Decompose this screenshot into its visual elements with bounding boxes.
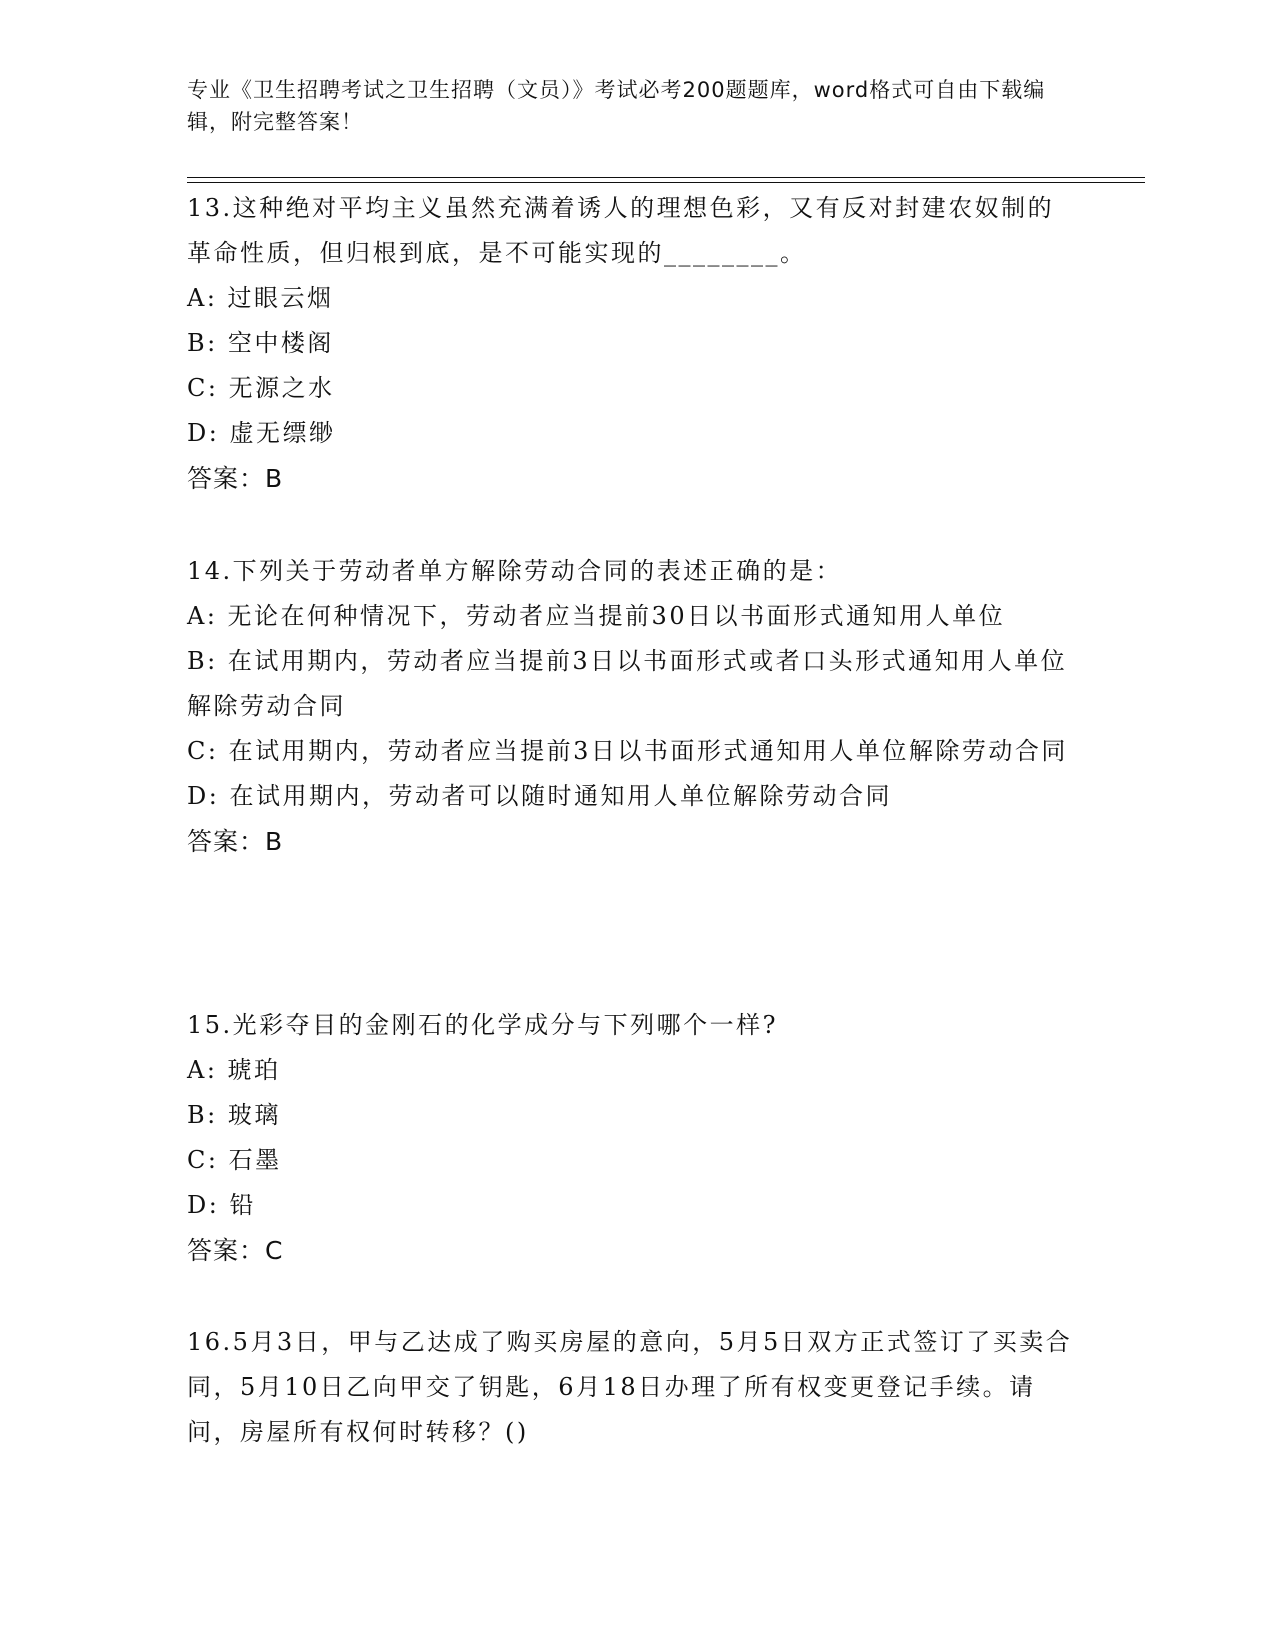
option-b: B: 空中楼阁	[187, 329, 334, 357]
answer: 答案：B	[187, 827, 284, 856]
header-divider-second	[187, 182, 1145, 183]
document-header: 专业《卫生招聘考试之卫生招聘（文员）》考试必考200题题库，word格式可自由下载编辑，附完整答案！	[187, 78, 1046, 134]
question-stem: 13.这种绝对平均主义虽然充满着诱人的理想色彩，又有反对封建农奴制的革命性质，但归根到底，是不可能实现的________。	[187, 194, 1055, 267]
option-b: B: 玻璃	[187, 1101, 281, 1129]
option-c: C: 无源之水	[187, 374, 335, 402]
option-b: B: 在试用期内，劳动者应当提前3日以书面形式或者口头形式通知用人单位解除劳动合同	[187, 647, 1068, 720]
option-d: D: 在试用期内，劳动者可以随时通知用人单位解除劳动合同	[187, 782, 892, 810]
question-14	[187, 549, 1077, 864]
question-16	[187, 1320, 1077, 1455]
option-c: C: 石墨	[187, 1146, 282, 1174]
option-a: A: 过眼云烟	[187, 284, 334, 312]
question-15	[187, 1003, 1077, 1273]
option-a: A: 无论在何种情况下，劳动者应当提前30日以书面形式通知用人单位	[187, 602, 1006, 630]
question-stem: 14.下列关于劳动者单方解除劳动合同的表述正确的是：	[187, 557, 843, 585]
option-c: C: 在试用期内，劳动者应当提前3日以书面形式通知用人单位解除劳动合同	[187, 737, 1068, 765]
answer: 答案：B	[187, 464, 284, 493]
answer: 答案：C	[187, 1236, 284, 1265]
question-13	[187, 186, 1077, 501]
question-stem: 16.5月3日，甲与乙达成了购买房屋的意向，5月5日双方正式签订了买卖合同，5月10日乙向甲交了钥匙，6月18日办理了所有权变更登记手续。请问，房屋所有权何时转移？()	[187, 1328, 1073, 1446]
option-d: D: 虚无缥缈	[187, 419, 336, 447]
header-divider	[187, 177, 1145, 178]
option-a: A: 琥珀	[187, 1056, 281, 1084]
question-stem: 15.光彩夺目的金刚石的化学成分与下列哪个一样?	[187, 1011, 779, 1039]
option-d: D: 铅	[187, 1191, 256, 1219]
